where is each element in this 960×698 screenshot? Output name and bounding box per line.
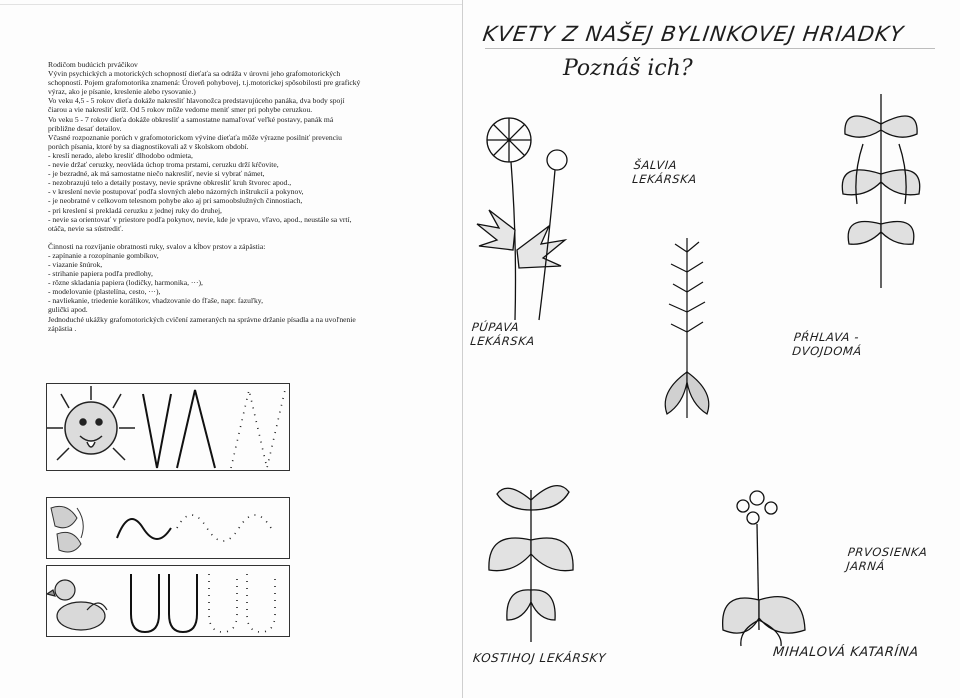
letter-line: porúch písania, ktoré by sa diagnostikovali až v školskom období. <box>48 141 249 151</box>
zigzag-dotted <box>231 390 285 468</box>
label-prhlava-line2: DVOJDOMÁ <box>791 344 863 358</box>
label-pupava-line2: LEKÁRSKA <box>469 334 536 348</box>
salvia-illustration <box>653 232 723 422</box>
u-solid <box>131 574 197 632</box>
label-prvosienka-line2: JARNÁ <box>845 559 886 573</box>
letter-line: výraz, ako je písanie, kreslenie alebo rysovanie.) <box>48 87 196 97</box>
letter-line: schopností. Pojem grafomotorika znamená: Úroveň pohybovej, t.j.motorickej spôsobilosti pre grafický <box>48 78 361 88</box>
letter-line: - zapínanie a rozopínanie gombíkov, <box>48 250 159 260</box>
letter-line: - rôzne skladania papiera (lodičky, harmonika, ···), <box>48 278 203 288</box>
loops-drawing <box>47 566 290 637</box>
letter-line: - v kreslení nevie postupovať podľa slovných alebo názorných inštrukcií a pokynov, <box>48 187 304 197</box>
letter-line: - nevie držať ceruzky, neovláda úchop troma prstami, ceruzku drží kŕčovite, <box>48 160 279 170</box>
letter-line: - je neobratné v celkovom telesnom pohybe ako aj pri samoobslužných činnostiach, <box>48 196 303 206</box>
letter-line: Vo veku 4,5 - 5 rokov dieťa dokáže nakresliť hlavonožca predstavujúceho panáka, dva body spojí <box>48 96 345 106</box>
label-pupava <box>470 320 538 348</box>
exercise-loops <box>46 565 290 637</box>
letter-line: Činnosti na rozvíjanie obratnosti ruky, svalov a kĺbov prstov a zápästia: <box>48 241 266 251</box>
letter-line: - nezobrazujú telo a detaily postavy, nevie správne obkresliť kruh štvorec apod., <box>48 178 292 188</box>
duck-illustration <box>47 580 107 630</box>
sun-illustration <box>47 386 135 460</box>
comfrey-illustration <box>477 470 587 646</box>
letter-line: Vývin psychických a motorických schopností dieťaťa sa odráža v úrovni jeho grafomotorických <box>48 69 341 79</box>
letter-line: - navliekanie, triedenie korálikov, vhadzovanie do fľaše, napr. fazuľky, <box>48 296 263 306</box>
letter-line: Vo veku 5 - 7 rokov dieťa dokáže obkresliť a samostatne namaľovať veľké postavy, panák má <box>48 114 334 124</box>
label-salvia-line2: LEKÁRSKA <box>631 172 698 186</box>
author-signature: MIHALOVÁ KATARÍNA <box>772 645 920 660</box>
label-pupava-line1: PÚPAVA <box>471 320 521 334</box>
left-page <box>0 0 468 698</box>
letter-line: približne desať detailov. <box>48 123 122 133</box>
letter-line: - pri kreslení si prekladá ceruzku z jednej ruky do druhej, <box>48 205 222 215</box>
page-edge-line <box>0 4 468 5</box>
nettle-illustration <box>823 84 943 294</box>
label-prhlava <box>792 330 865 358</box>
parent-letter <box>48 60 418 333</box>
waves-drawing <box>47 498 290 559</box>
dandelion-illustration <box>469 100 579 330</box>
label-prvosienka <box>846 545 929 573</box>
paragraph-gap <box>48 233 418 242</box>
right-page <box>462 0 960 698</box>
letter-line: - modelovanie (plastelína, cesto, ···), <box>48 287 161 297</box>
letter-line: zápästia . <box>48 323 77 333</box>
page-subtitle: Poznáš ich? <box>563 56 693 81</box>
letter-line: - je bezradné, ak má samostatne niečo nakresliť, nevie si vybrať námet, <box>48 169 265 179</box>
leaf-illustration <box>51 506 83 552</box>
wave-dotted <box>177 515 271 541</box>
letter-line: - kreslí nerado, alebo kresliť dlhodobo odmieta, <box>48 150 193 160</box>
title-underline <box>485 48 935 49</box>
letter-line: gulički apod. <box>48 305 88 315</box>
letter-line: otáča, nevie sa sústrediť. <box>48 223 124 233</box>
zigzag-solid <box>143 390 215 468</box>
letter-line: - strihanie papiera podľa predlohy, <box>48 269 153 279</box>
primrose-illustration <box>713 480 823 650</box>
sun-zigzag-drawing <box>47 384 290 471</box>
label-kostihoj: KOSTIHOJ LEKÁRSKY <box>472 651 607 665</box>
u-dotted <box>209 574 275 632</box>
label-prvosienka-line1: PRVOSIENKA <box>847 545 929 559</box>
wave-solid <box>117 519 171 539</box>
exercise-waves <box>46 497 290 559</box>
label-prhlava-line1: PŔHLAVA - <box>793 330 860 344</box>
letter-line: Jednoduché ukážky grafomotorických cvičení zameraných na správne držanie písadla a na uvoľnenie <box>48 314 356 324</box>
exercise-sun-zigzag <box>46 383 290 471</box>
letter-line: čiarou a vie nakresliť kríž. Od 5 rokov môže vedome meniť smer pri pohybe ceruzkou. <box>48 105 313 115</box>
label-salvia <box>632 158 700 186</box>
letter-line: - nevie sa orientovať v priestore podľa pokynov, nevie, kde je vpravo, vľavo, apod., neustále sa vrtí, <box>48 214 352 224</box>
letter-line: - viazanie šnúrok, <box>48 259 103 269</box>
page-title: KVETY Z NAŠEJ BYLINKOVEJ HRIADKY <box>481 22 906 46</box>
label-salvia-line1: ŠALVIA <box>633 158 678 172</box>
letter-line: Včasné rozpoznanie porúch v grafomotorickom vývine dieťaťa môže výrazne posilniť prevenciu <box>48 132 342 142</box>
letter-line: Rodičom budúcich prváčikov <box>48 60 138 69</box>
